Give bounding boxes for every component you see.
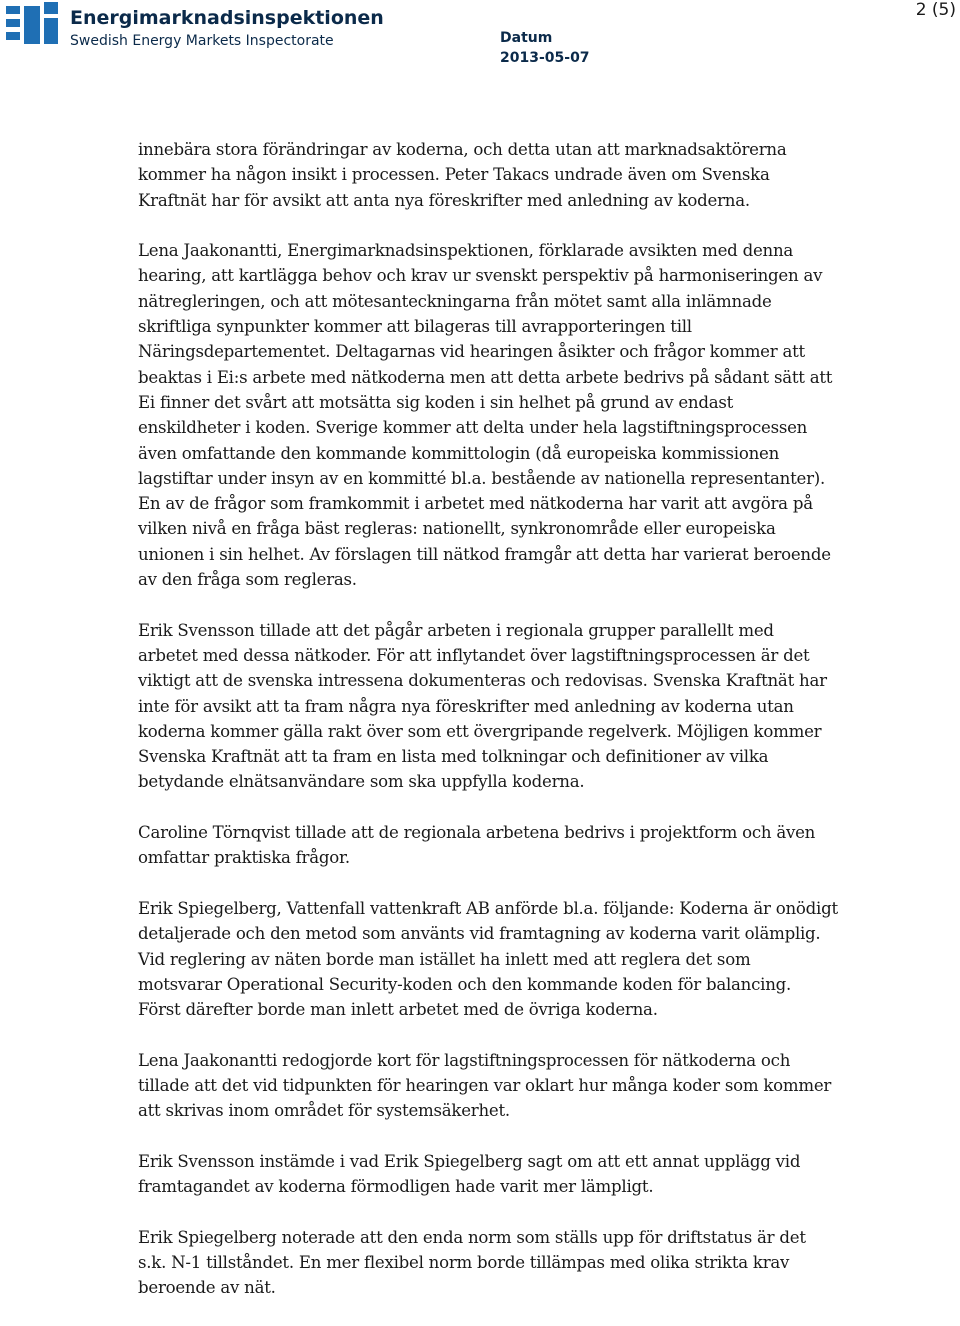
logo-bar — [44, 2, 58, 14]
paragraph: Lena Jaakonantti, Energimarknadsinspektionen, förklarade avsikten med denna hearing, att kartlägga behov och krav ur svenskt perspektiv på harmoniseringen av nätregleringen, och att mötesanteckningarna från mötet samt alla inlämnade skriftliga synpunkter kommer att bilageras till avrapporteringen till Näringsdepartementet. Deltagarnas vid hearingen åsikter och frågor kommer att beaktas i Ei:s arbete med nätkoderna men att detta arbete bedrivs på sådant sätt att Ei finner det svårt att motsätta sig koden i sin helhet på grund av endast enskildheter i koden. Sverige kommer att delta under hela lagstiftningsprocessen även omfattande den kommande kommittologin (då europeiska kommissionen lagstiftar under insyn av en kommitté bl.a. bestående av nationella representanter). En av de frågor som framkommit i arbetet med nätkoderna har varit att avgöra på vilken nivå en fråga bäst regleras: nationellt, synkronområde eller europeiska unionen i sin helhet. Av förslagen till nätkod framgår att detta har varierat beroende av den fråga som regleras. — [138, 241, 833, 590]
logo-bar — [6, 6, 20, 14]
date-label: Datum — [500, 30, 553, 46]
logo-bar — [6, 19, 20, 27]
document-body — [138, 137, 838, 1326]
logo-bar — [24, 6, 40, 44]
logo-bar — [44, 18, 58, 44]
paragraph: Erik Spiegelberg noterade att den enda norm som ställs upp för driftstatus är det s.k. N-1 tillståndet. En mer flexibel norm borde tillämpas med olika strikta krav beroende av nät. — [138, 1227, 806, 1298]
organization-name: Energimarknadsinspektionen — [70, 7, 384, 29]
paragraph: innebära stora förändringar av koderna, och detta utan att marknadsaktörerna kommer ha någon insikt i processen. Peter Takacs undrade även om Svenska Kraftnät har för avsikt att anta nya föreskrifter med anledning av koderna. — [138, 140, 787, 210]
logo-bar — [6, 32, 20, 40]
paragraph: Erik Svensson tillade att det pågår arbeten i regionala grupper parallellt med arbetet med dessa nätkoder. För att inflytandet över lagstiftningsprocessen är det viktigt att de svenska intressena dokumenteras och redovisas. Svenska Kraftnät har inte för avsikt att ta fram några nya föreskrifter med anledning av koderna utan koderna kommer gälla rakt över som ett övergripande regelverk. Möjligen kommer Svenska Kraftnät att ta fram en lista med tolkningar och definitioner av vilka betydande elnätsanvändare som ska uppfylla koderna. — [138, 620, 827, 792]
paragraph: Erik Svensson instämde i vad Erik Spiegelberg sagt om att ett annat upplägg vid framtagandet av koderna förmodligen hade varit mer lämpligt. — [138, 1151, 801, 1197]
ei-logo — [6, 2, 62, 48]
page-number: 2 (5) — [915, 0, 956, 20]
date-value: 2013-05-07 — [500, 50, 590, 66]
paragraph: Erik Spiegelberg, Vattenfall vattenkraft AB anförde bl.a. följande: Koderna är onödigt detaljerade och den metod som använts vid framtagning av koderna varit olämplig. Vid reglering av näten borde man istället ha inlett med att reglera det som motsvarar Operational Security-koden och den kommande koden för balancing. Först därefter borde man inlett arbetet med de övriga koderna. — [138, 898, 838, 1020]
paragraph: Lena Jaakonantti redogjorde kort för lagstiftningsprocessen för nätkoderna och tillade att det vid tidpunkten för hearingen var oklart hur många koder som kommer att skrivas inom området för systemsäkerhet. — [138, 1050, 832, 1121]
organization-subtitle: Swedish Energy Markets Inspectorate — [70, 33, 334, 49]
paragraph: Caroline Törnqvist tillade att de regionala arbetena bedrivs i projektform och även omfattar praktiska frågor. — [138, 823, 816, 868]
